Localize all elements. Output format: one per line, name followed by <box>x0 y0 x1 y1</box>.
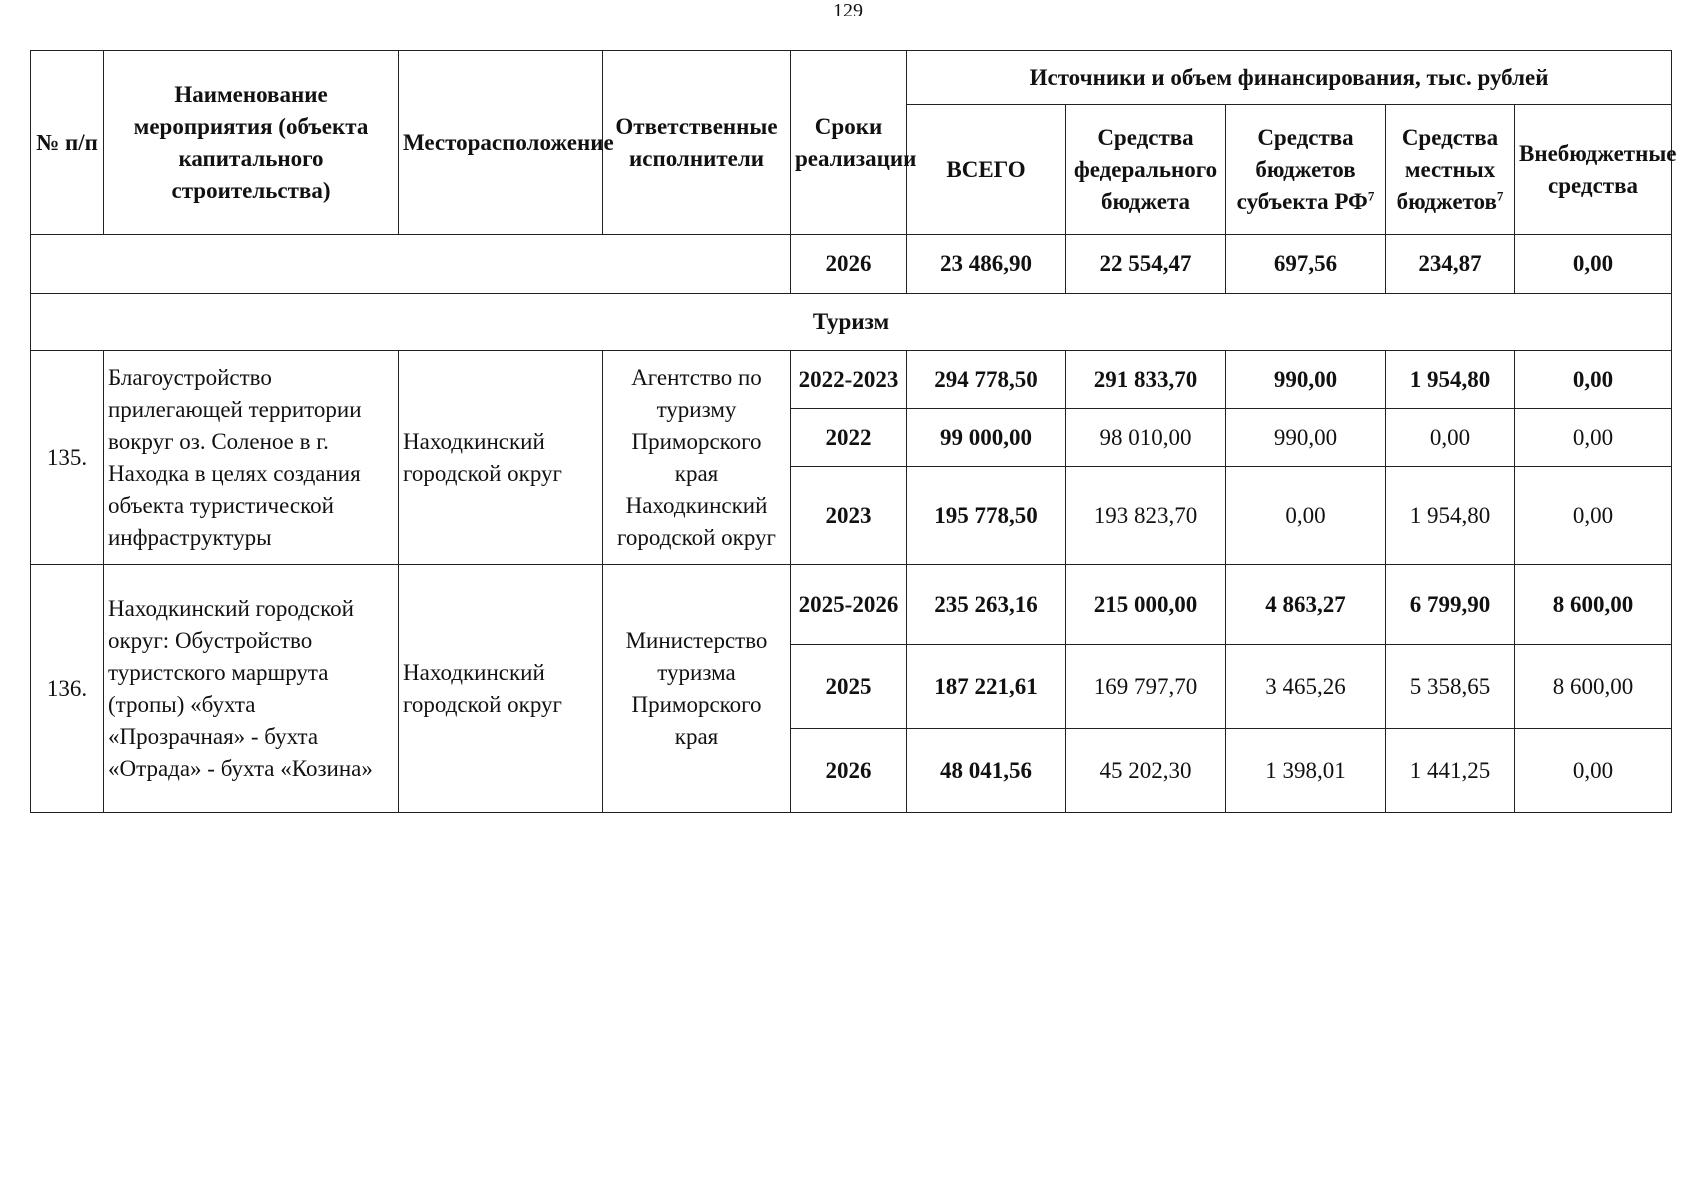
header-row-1 <box>31 51 1672 105</box>
item-local: 6 799,90 <box>1386 565 1515 645</box>
item-total: 48 041,56 <box>907 729 1066 813</box>
carry-row-blank <box>31 235 791 294</box>
header-local-label: Средства местных бюджетов <box>1396 124 1499 214</box>
header-federal: Средства федерального бюджета <box>1066 105 1226 235</box>
item-local: 1 954,80 <box>1386 467 1515 565</box>
header-total: ВСЕГО <box>907 105 1066 235</box>
header-local-footnote: 7 <box>1496 187 1504 203</box>
header-executors: Ответственные исполнители <box>603 51 791 235</box>
header-local <box>1386 105 1515 235</box>
item-federal: 193 823,70 <box>1066 467 1226 565</box>
header-financing: Источники и объем финансирования, тыс. рублей <box>907 51 1672 105</box>
carry-local: 234,87 <box>1386 235 1515 294</box>
item-federal: 45 202,30 <box>1066 729 1226 813</box>
item-executors: Министерство туризма Приморского края <box>603 565 791 813</box>
carry-extra: 0,00 <box>1515 235 1672 294</box>
item-year: 2023 <box>791 467 907 565</box>
header-name: Наименование мероприятия (объекта капитального строительства) <box>104 51 399 235</box>
item-federal: 98 010,00 <box>1066 409 1226 467</box>
item-total: 187 221,61 <box>907 645 1066 729</box>
item-year: 2025 <box>791 645 907 729</box>
item-total: 99 000,00 <box>907 409 1066 467</box>
header-regional-label: Средства бюджетов субъекта РФ <box>1236 124 1368 214</box>
item-total: 294 778,50 <box>907 351 1066 409</box>
table-row <box>31 351 1672 409</box>
header-location: Месторасположение <box>399 51 603 235</box>
page-number: 129 <box>833 2 863 16</box>
item-name: Благоустройство прилегающей территории вокруг оз. Соленое в г. Находка в целях создания объекта туристической инфраструктуры <box>104 351 399 565</box>
item-local: 5 358,65 <box>1386 645 1515 729</box>
item-extra: 0,00 <box>1515 409 1672 467</box>
item-extra: 0,00 <box>1515 729 1672 813</box>
item-regional: 990,00 <box>1226 351 1386 409</box>
item-regional: 990,00 <box>1226 409 1386 467</box>
item-extra: 0,00 <box>1515 467 1672 565</box>
carry-row <box>31 235 1672 294</box>
item-extra: 8 600,00 <box>1515 565 1672 645</box>
table-row <box>31 565 1672 645</box>
financing-table <box>30 50 1677 813</box>
item-local: 1 441,25 <box>1386 729 1515 813</box>
item-total: 195 778,50 <box>907 467 1066 565</box>
header-num: № п/п <box>31 51 104 235</box>
item-name: Находкинский городской округ: Обустройство туристского маршрута (тропы) «бухта «Прозрачная» - бухта «Отрада» - бухта «Козина» <box>104 565 399 813</box>
carry-total: 23 486,90 <box>907 235 1066 294</box>
item-regional: 0,00 <box>1226 467 1386 565</box>
item-regional: 1 398,01 <box>1226 729 1386 813</box>
item-federal: 169 797,70 <box>1066 645 1226 729</box>
item-year: 2022-2023 <box>791 351 907 409</box>
item-regional: 4 863,27 <box>1226 565 1386 645</box>
item-regional: 3 465,26 <box>1226 645 1386 729</box>
item-extra: 0,00 <box>1515 351 1672 409</box>
header-regional <box>1226 105 1386 235</box>
carry-regional: 697,56 <box>1226 235 1386 294</box>
section-title: Туризм <box>31 294 1672 351</box>
item-federal: 215 000,00 <box>1066 565 1226 645</box>
item-year: 2022 <box>791 409 907 467</box>
carry-federal: 22 554,47 <box>1066 235 1226 294</box>
section-row <box>31 294 1672 351</box>
item-local: 1 954,80 <box>1386 351 1515 409</box>
item-extra: 8 600,00 <box>1515 645 1672 729</box>
item-location: Находкинский городской округ <box>399 565 603 813</box>
item-year: 2026 <box>791 729 907 813</box>
header-regional-footnote: 7 <box>1367 187 1375 203</box>
header-extra: Внебюджетные средства <box>1515 105 1672 235</box>
item-year: 2025-2026 <box>791 565 907 645</box>
carry-year: 2026 <box>791 235 907 294</box>
item-executors: Агентство по туризму Приморского края Находкинский городской округ <box>603 351 791 565</box>
item-federal: 291 833,70 <box>1066 351 1226 409</box>
header-period: Сроки реализации <box>791 51 907 235</box>
item-number: 136. <box>31 565 104 813</box>
item-number: 135. <box>31 351 104 565</box>
item-total: 235 263,16 <box>907 565 1066 645</box>
item-local: 0,00 <box>1386 409 1515 467</box>
item-location: Находкинский городской округ <box>399 351 603 565</box>
